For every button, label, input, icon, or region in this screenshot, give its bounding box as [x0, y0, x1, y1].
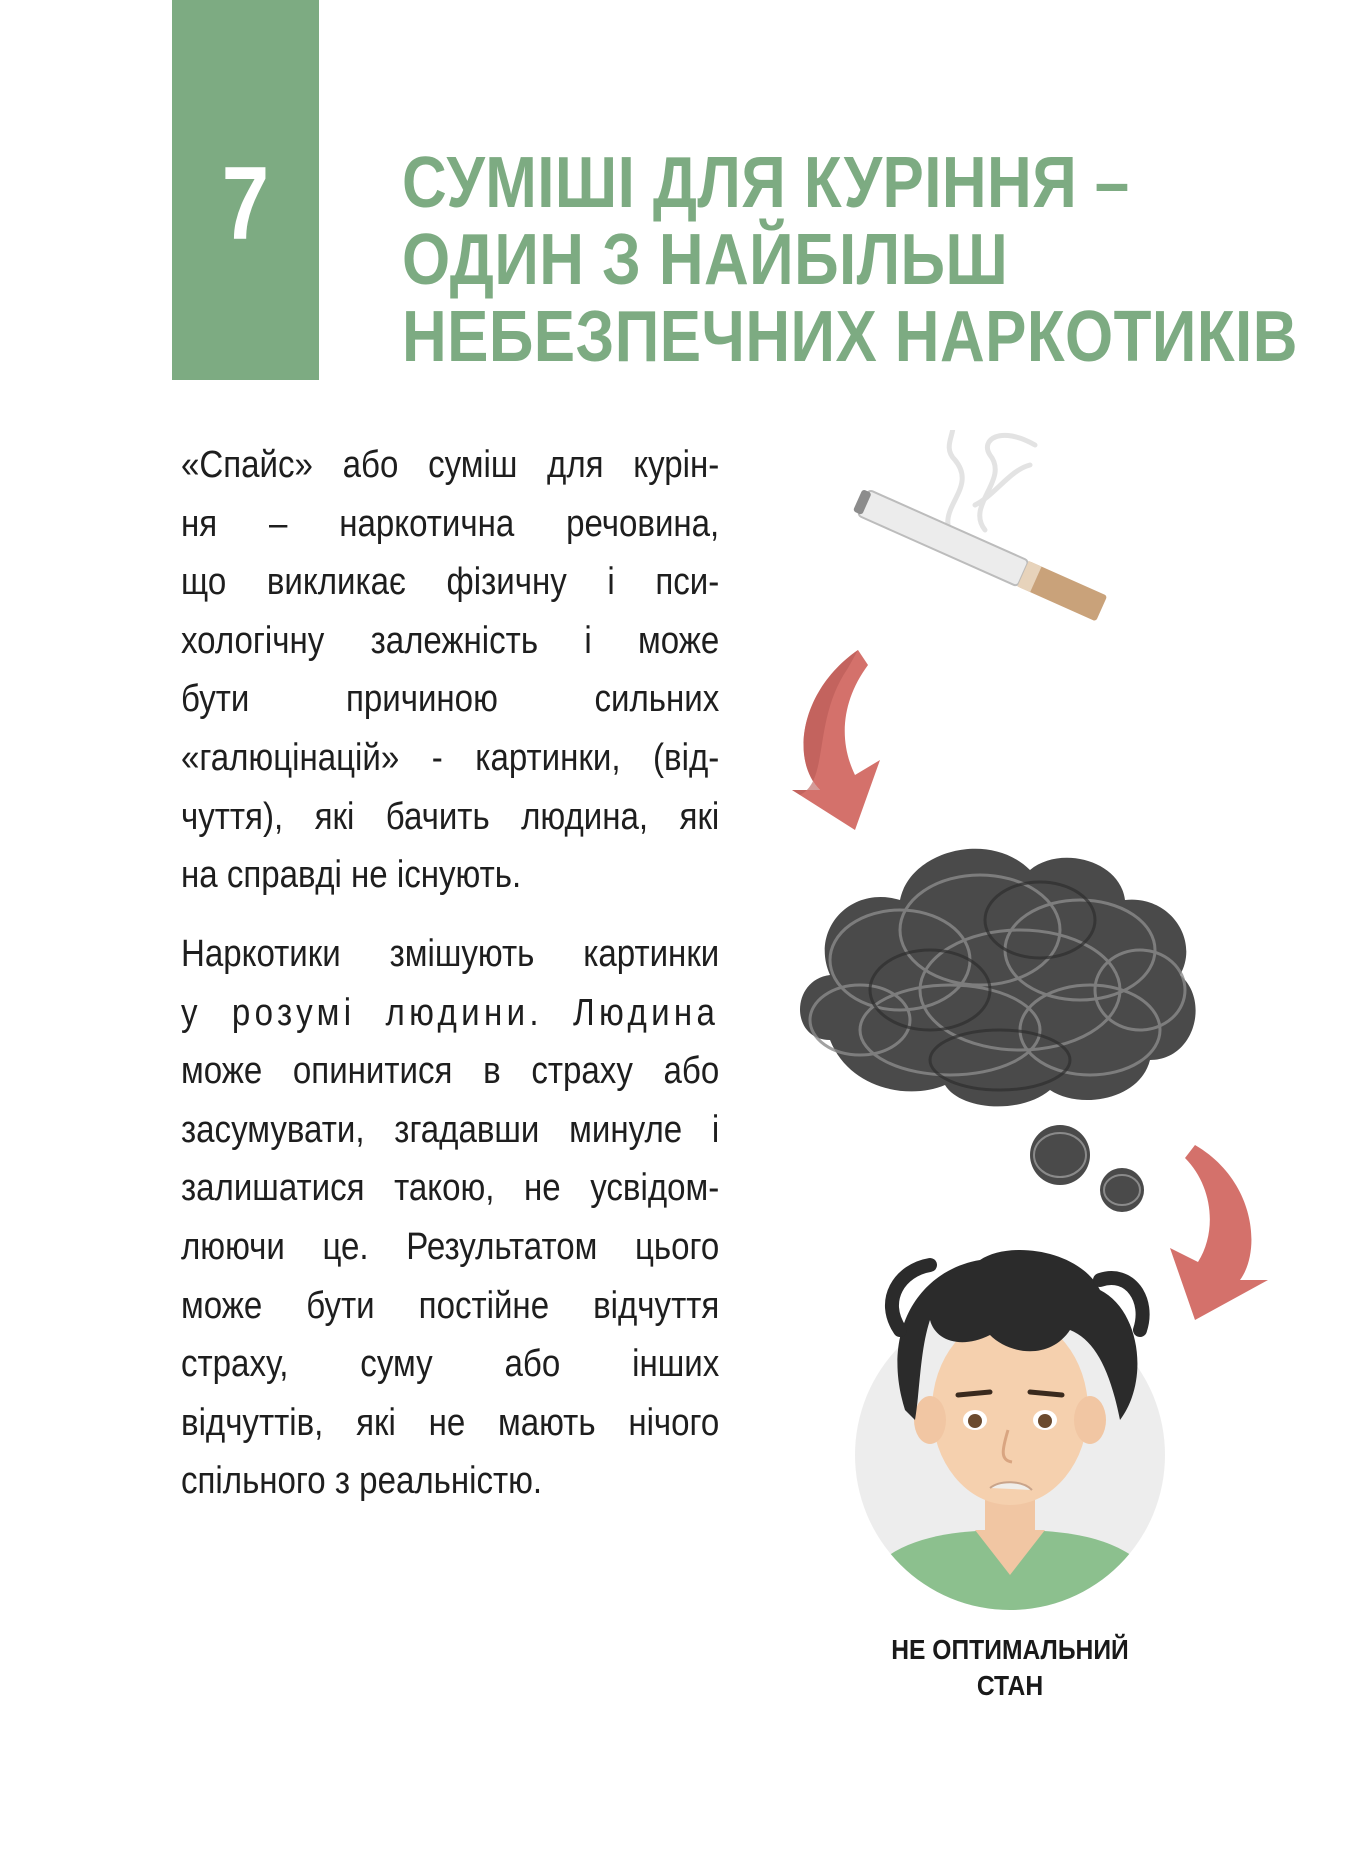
arrow-down-icon [792, 650, 880, 830]
text-line: може опинитися в страху або [181, 1050, 720, 1093]
text-line: «галюцінацій» - картинки, (від- [181, 736, 720, 779]
text-line: може бути постійне відчуття [181, 1284, 720, 1327]
title-line: СУМІШІ ДЛЯ КУРІННЯ – [402, 143, 1130, 223]
paragraph-effects [181, 925, 719, 1511]
arrow-down-icon [1170, 1145, 1268, 1320]
title-line: ОДИН З НАЙБІЛЬШ [402, 220, 1009, 300]
illustration-caption [860, 1632, 1160, 1704]
text-line: залишатися такою, не усвідом- [181, 1167, 720, 1210]
text-line: на справді не існують. [181, 854, 522, 897]
text-line: Наркотики змішують картинки [181, 933, 720, 975]
text-line: засумувати, згадавши минуле і [181, 1108, 720, 1151]
text-line: люючи це. Результатом цього [181, 1225, 720, 1268]
text-line: що викликає фізичну і пси- [181, 561, 720, 604]
text-line: чуття), які бачить людина, які [181, 795, 720, 838]
page-title [402, 145, 1302, 376]
smoke-icon [948, 430, 1035, 540]
section-number-block [172, 0, 319, 380]
text-line: хологічну залежність і може [181, 619, 720, 662]
caption-line: НЕ ОПТИМАЛЬНИЙ [891, 1634, 1129, 1665]
sad-boy-avatar [850, 1250, 1170, 1610]
text-line: відчуттів, які не мають нічого [181, 1401, 720, 1444]
text-line: страху, суму або інших [181, 1343, 720, 1386]
text-line: у розумі людини. Людина [181, 991, 720, 1034]
text-line: «Спайс» або суміш для курін- [181, 444, 720, 486]
illustration [760, 430, 1320, 1730]
text-line: бути причиною сильних [181, 678, 720, 721]
text-line: ня – наркотична речовина, [181, 502, 720, 545]
section-number: 7 [221, 146, 270, 262]
title-line: НЕБЕЗПЕЧНИХ НАРКОТИКІВ [402, 297, 1298, 377]
scribble-cloud-icon [800, 849, 1196, 1212]
caption-line: СТАН [976, 1670, 1044, 1701]
paragraph-spice-definition [181, 436, 719, 905]
text-line: спільного з реальністю. [181, 1460, 543, 1503]
